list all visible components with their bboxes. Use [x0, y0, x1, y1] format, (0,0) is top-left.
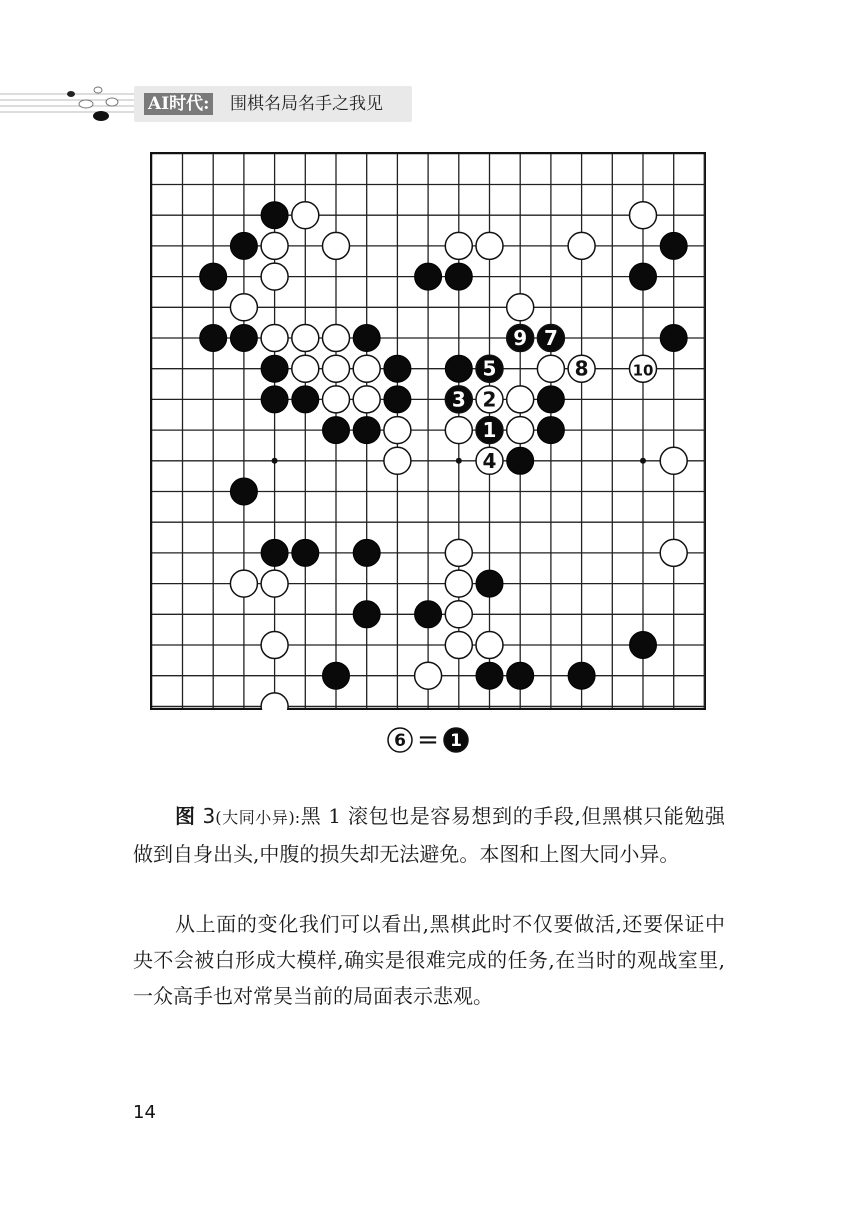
black-stone [630, 632, 657, 659]
move-number-label: 7 [543, 326, 558, 350]
black-stone [200, 325, 227, 352]
white-stone [292, 202, 319, 229]
white-stone [323, 325, 350, 352]
white-stone [630, 202, 657, 229]
body-paragraph [133, 906, 725, 1014]
white-stone [476, 232, 503, 259]
black-stone [537, 386, 564, 413]
black-stone [353, 601, 380, 628]
white-stone [323, 386, 350, 413]
legend-black-stone-1 [441, 725, 471, 755]
figure-note: (大同小异): [215, 808, 301, 827]
white-stone [384, 417, 411, 444]
black-stone [537, 417, 564, 444]
black-stone [445, 355, 472, 382]
white-stone [445, 417, 472, 444]
page-number: 14 [133, 1102, 156, 1123]
black-stone [353, 417, 380, 444]
black-stone [384, 386, 411, 413]
white-stone [353, 355, 380, 382]
legend-stone-label: 1 [449, 731, 462, 751]
black-stone [353, 325, 380, 352]
white-stone [476, 632, 503, 659]
white-stone [445, 632, 472, 659]
black-stone [261, 355, 288, 382]
move-number-label: 9 [513, 326, 528, 350]
black-stone [292, 386, 319, 413]
legend-white-stone-6 [385, 725, 415, 755]
black-stone [568, 662, 595, 689]
running-header [0, 80, 420, 126]
paragraph-1-text: 黑 1 滚包也是容易想到的手段,但黑棋只能勉强做到自身出头,中腹的损失却无法避免。本图和上图大同小异。 [133, 804, 725, 866]
legend-stone-label: 6 [394, 731, 407, 751]
move-number-label: 4 [482, 448, 497, 473]
white-stone [261, 632, 288, 659]
black-stone [507, 447, 534, 474]
white-stone [261, 325, 288, 352]
white-stone [230, 570, 257, 597]
white-stone [353, 386, 380, 413]
black-stone [415, 601, 442, 628]
paragraph-2-text: 从上面的变化我们可以看出,黑棋此时不仅要做活,还要保证中央不会被白形成大模样,确实是很难完成的任务,在当时的观战室里,一众高手也对常昊当前的局面表示悲观。 [133, 912, 725, 1008]
black-stone [353, 539, 380, 566]
black-stone [445, 263, 472, 290]
black-stone [476, 662, 503, 689]
white-stone [537, 355, 564, 382]
move-number-label: 3 [451, 387, 466, 412]
white-stone [230, 294, 257, 321]
black-stone [384, 355, 411, 382]
black-stone [230, 232, 257, 259]
white-stone [507, 294, 534, 321]
black-stone [660, 325, 687, 352]
black-stone [323, 662, 350, 689]
book-series-badge: AI时代: [144, 93, 213, 115]
black-stone [476, 570, 503, 597]
move-number-label: 1 [482, 418, 497, 443]
white-stone [323, 232, 350, 259]
black-stone [292, 539, 319, 566]
white-stone [384, 447, 411, 474]
black-stone [230, 325, 257, 352]
white-stone [660, 447, 687, 474]
move-number-label: 8 [574, 356, 589, 381]
black-stone [507, 662, 534, 689]
figure-number: 3 [202, 804, 216, 828]
black-stone [261, 202, 288, 229]
caption-paragraph [133, 798, 725, 872]
move-number-label: 10 [632, 361, 654, 380]
diagram-legend [0, 724, 856, 755]
white-stone [292, 325, 319, 352]
move-number-label: 2 [482, 387, 497, 412]
black-stone [261, 386, 288, 413]
go-board-diagram [150, 152, 706, 710]
white-stone [445, 601, 472, 628]
white-stone [292, 355, 319, 382]
black-stone [415, 263, 442, 290]
white-stone [660, 539, 687, 566]
white-stone [261, 263, 288, 290]
book-title: 围棋名局名手之我见 [230, 94, 383, 114]
header-tab [134, 86, 412, 122]
black-stone [200, 263, 227, 290]
move-number-label: 5 [482, 356, 497, 381]
black-stone [630, 263, 657, 290]
white-stone [568, 232, 595, 259]
star-point [640, 458, 646, 464]
black-stone [230, 478, 257, 505]
white-stone [261, 570, 288, 597]
white-stone [445, 232, 472, 259]
white-stone [261, 232, 288, 259]
white-stone [323, 355, 350, 382]
go-board [150, 152, 706, 710]
white-stone [507, 417, 534, 444]
white-stone [507, 386, 534, 413]
black-stone [323, 417, 350, 444]
black-stone [261, 539, 288, 566]
white-stone [415, 662, 442, 689]
star-point [272, 458, 278, 464]
white-stone [445, 570, 472, 597]
legend-equals: = [417, 725, 439, 755]
star-point [456, 458, 462, 464]
figure-label: 图 [175, 804, 196, 828]
black-stone [660, 232, 687, 259]
header-decoration-icon [0, 80, 140, 126]
white-stone [445, 539, 472, 566]
